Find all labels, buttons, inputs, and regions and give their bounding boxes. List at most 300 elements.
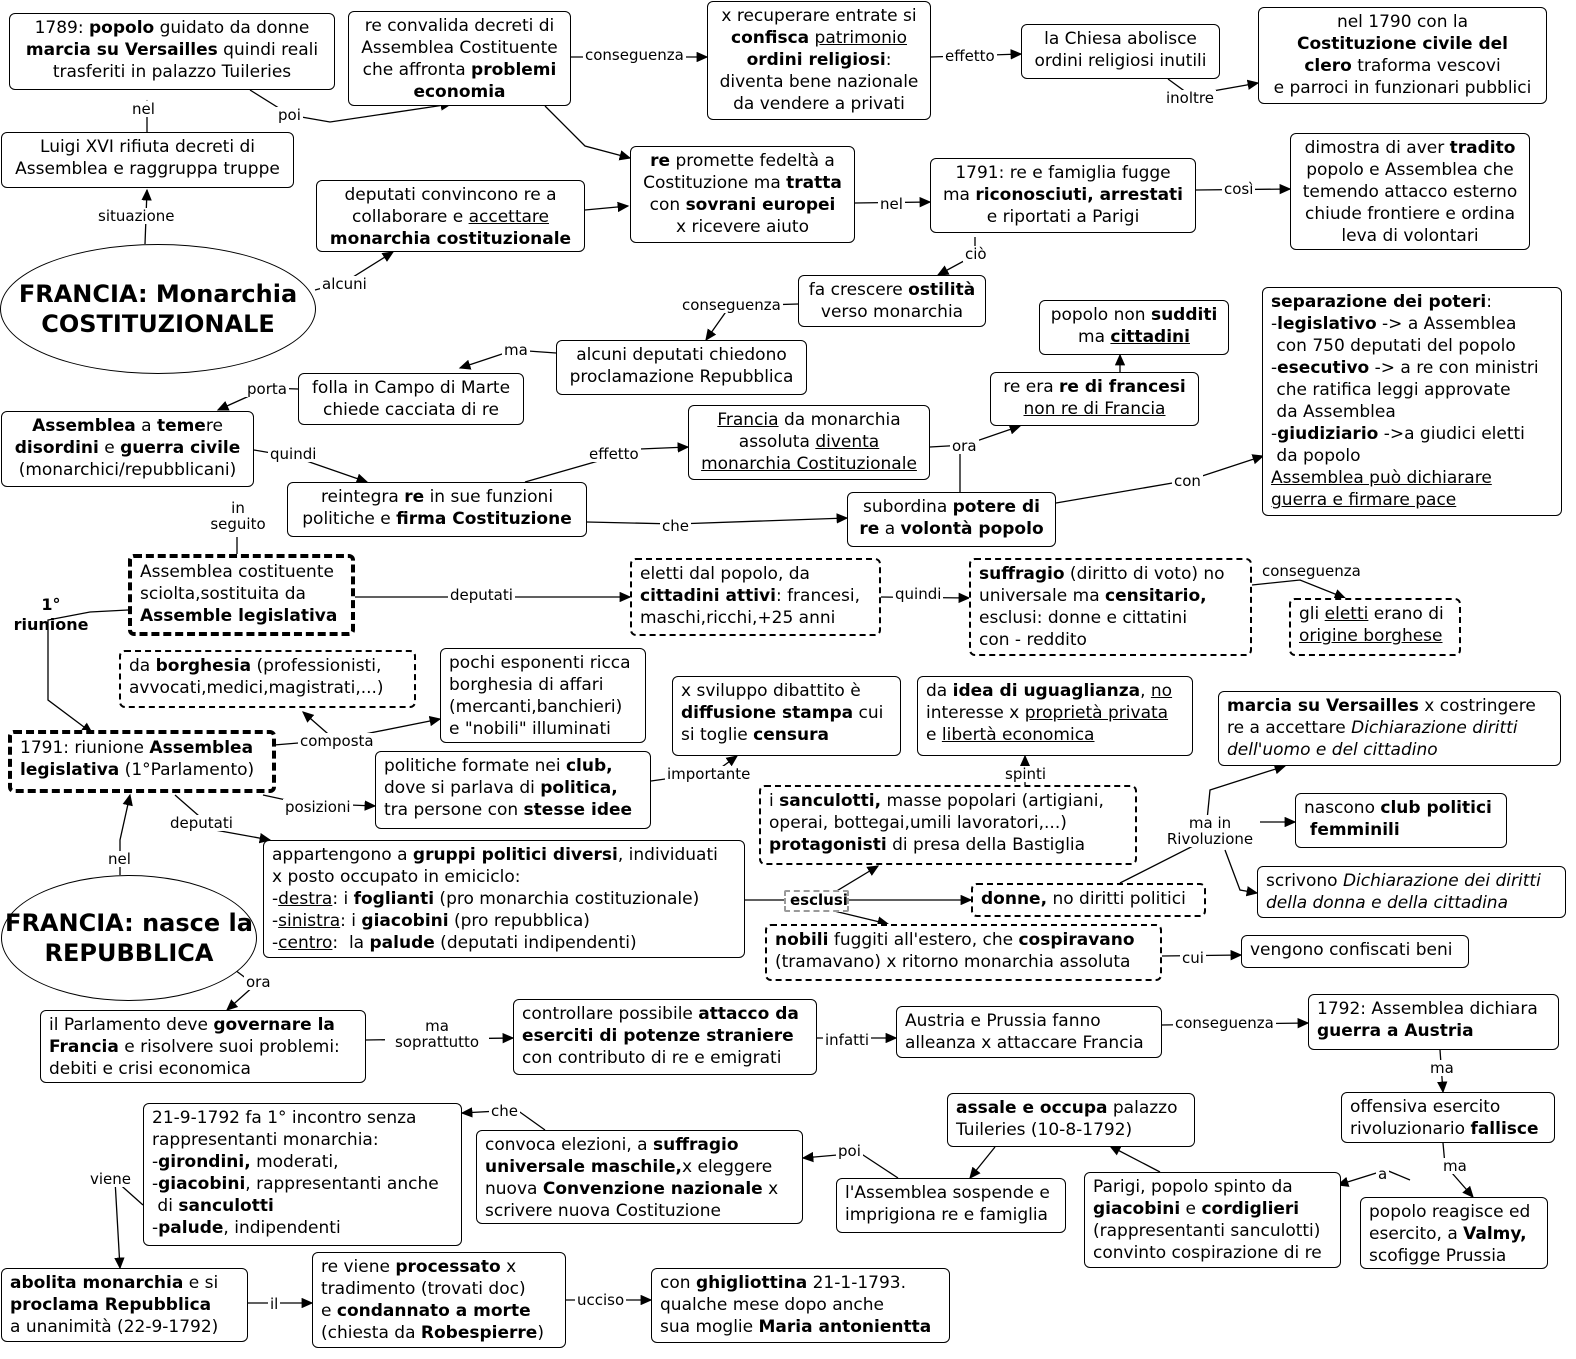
node-line	[979, 607, 1242, 629]
node-esclusi[interactable]	[784, 890, 849, 912]
node-repubblica-chiesta[interactable]	[556, 340, 807, 395]
text-segment: chiude frontiere e ordina	[1304, 204, 1516, 224]
node-line	[681, 702, 892, 724]
text-segment: re viene	[321, 1257, 396, 1277]
text-segment: trasferiti in palazzo Tuileries	[52, 62, 292, 82]
node-line	[716, 49, 922, 71]
node-line	[1093, 1198, 1332, 1220]
node-line	[1266, 892, 1557, 914]
node-line	[325, 184, 576, 206]
node-line	[522, 1003, 808, 1025]
text-segment: esercito, a	[1369, 1224, 1464, 1244]
text-segment: Parigi, popolo spinto da	[1093, 1177, 1293, 1197]
node-separazione[interactable]	[1262, 287, 1562, 516]
text-segment: attacco da	[698, 1004, 799, 1024]
node-line	[357, 37, 562, 59]
text-segment: marcia su Versailles	[1227, 696, 1419, 716]
label-inoltre: inoltre	[1166, 89, 1214, 107]
node-austria-prussia[interactable]	[896, 1006, 1162, 1058]
text-segment: ghigliottina	[695, 1273, 808, 1293]
text-segment: x ricevere aiuto	[676, 217, 809, 237]
label-ma-soprattutto: ma soprattutto	[385, 1018, 489, 1050]
text-segment: esclusi	[790, 891, 848, 909]
node-line	[681, 680, 892, 702]
node-clero[interactable]	[1258, 7, 1547, 104]
text-segment: tratta	[786, 173, 842, 193]
node-girondini[interactable]	[143, 1103, 462, 1246]
node-temere[interactable]	[1, 411, 254, 487]
node-legislativa[interactable]	[8, 730, 276, 793]
node-donne[interactable]	[971, 883, 1206, 917]
text-segment: Tuileries (10-8-1792)	[956, 1120, 1133, 1140]
text-segment: riconosciuti, arrestati	[975, 185, 1184, 205]
text-segment: : la	[332, 933, 370, 953]
text-segment: , rappresentanti anche	[245, 1174, 439, 1194]
text-segment: la Chiesa abolisce	[1044, 29, 1197, 49]
node-line	[1267, 33, 1538, 55]
label-composta: composta	[300, 732, 374, 750]
node-line	[1271, 379, 1553, 401]
text-segment: ordini religiosi inutili	[1034, 51, 1207, 71]
label-conseguenza-4: conseguenza	[1175, 1014, 1274, 1032]
node-line	[905, 1032, 1153, 1054]
label-cio: ciò	[965, 245, 987, 263]
label-ma-in-rivoluzione: ma in Rivoluzione	[1160, 815, 1260, 847]
text-segment: re a accettare	[1227, 718, 1352, 738]
text-segment: guerra a Austria	[1317, 1021, 1474, 1041]
node-esponenti[interactable]	[440, 648, 646, 743]
text-segment: politiche formate nei	[384, 756, 566, 776]
node-line	[10, 158, 285, 180]
node-line	[1304, 797, 1498, 819]
node-line	[640, 585, 871, 607]
text-segment: gli	[1299, 604, 1325, 624]
label-il: il	[270, 1295, 279, 1313]
node-attacco[interactable]	[513, 999, 817, 1075]
text-segment: borghesia di affari	[449, 675, 604, 695]
node-dichiarazione-donna[interactable]	[1257, 866, 1566, 918]
text-segment: e	[1180, 1199, 1202, 1219]
label-nel-3: nel	[108, 850, 131, 868]
text-segment: Assemblea costituente	[140, 562, 334, 582]
node-line	[856, 518, 1047, 540]
text-segment: da monarchia	[778, 410, 901, 430]
link-reintegra-subordina	[587, 518, 847, 524]
text-segment: club politici	[1380, 798, 1492, 818]
node-line	[1299, 625, 1451, 647]
text-segment: si toglie	[681, 725, 754, 745]
text-segment: convinto cospirazione di re	[1093, 1243, 1322, 1263]
text-segment: collaborare e	[352, 207, 469, 227]
text-segment: re	[650, 151, 671, 171]
node-line	[639, 150, 846, 172]
node-ostilita[interactable]	[798, 275, 986, 327]
text-segment: temendo attacco esterno	[1302, 182, 1518, 202]
text-segment: disordini	[14, 438, 99, 458]
text-segment: masse popolari (artigiani,	[881, 791, 1104, 811]
node-line	[272, 888, 736, 910]
text-segment: (chiesta da	[321, 1323, 421, 1343]
node-nobili[interactable]	[765, 924, 1162, 981]
node-line	[1271, 445, 1553, 467]
link-convalida-promette	[545, 106, 630, 158]
text-segment: , indipendenti	[223, 1218, 341, 1238]
node-line	[1271, 291, 1553, 313]
node-promette[interactable]	[630, 146, 855, 243]
node-line	[1271, 335, 1553, 357]
node-line	[640, 563, 871, 585]
text-segment: -	[1271, 424, 1278, 444]
text-segment: e	[321, 1301, 337, 1321]
link-tuileries-sospende	[970, 1147, 995, 1178]
text-segment: imprigiona re e famiglia	[845, 1205, 1048, 1225]
node-line	[716, 5, 922, 27]
text-segment: )	[537, 1323, 544, 1343]
text-segment: nobili	[775, 930, 829, 950]
node-stampa[interactable]	[672, 676, 901, 756]
text-segment: i	[769, 791, 780, 811]
node-line	[1317, 1020, 1550, 1042]
node-sospende[interactable]	[836, 1178, 1066, 1233]
text-segment: legislativo	[1277, 314, 1377, 334]
label-che-2: che	[491, 1102, 518, 1120]
node-subordina[interactable]	[847, 492, 1056, 547]
text-segment: scrivere nuova Costituzione	[485, 1201, 721, 1221]
node-line	[845, 1204, 1057, 1226]
text-segment: appartengono a	[272, 845, 413, 865]
label-ma-3: ma	[1443, 1157, 1467, 1175]
text-segment: 1791: riunione	[20, 738, 150, 758]
link-parigi-tuileries	[1110, 1146, 1160, 1172]
text-segment: abolita monarchia	[10, 1273, 184, 1293]
node-sanculotti[interactable]	[759, 785, 1137, 865]
text-segment: diventa bene nazionale	[719, 72, 919, 92]
label-prima-riunione: 1° riunione	[13, 595, 89, 634]
node-tuileries[interactable]	[947, 1093, 1195, 1147]
node-line	[485, 1156, 794, 1178]
text-segment: politiche e	[302, 509, 397, 529]
text-segment: di	[152, 1196, 179, 1216]
text-segment: idea di uguaglianza	[952, 681, 1141, 701]
text-segment: 1792: Assemblea dichiara	[1317, 999, 1538, 1019]
text-segment: deputati convincono re a	[344, 185, 557, 205]
text-segment: rappresentanti monarchia:	[152, 1130, 379, 1150]
text-segment: (rappresentanti sanculotti)	[1093, 1221, 1321, 1241]
label-quindi-2: quindi	[895, 585, 942, 603]
text-segment: re	[205, 416, 223, 436]
node-line	[790, 891, 848, 909]
node-line	[926, 702, 1184, 724]
text-segment: : i	[332, 889, 354, 909]
text-segment: suffragio	[979, 564, 1065, 584]
node-line	[639, 194, 846, 216]
text-segment: con	[649, 195, 686, 215]
node-line	[18, 17, 326, 39]
text-segment: da	[129, 656, 156, 676]
text-segment: l'Assemblea sospende e	[845, 1183, 1050, 1203]
node-eletti-popolo[interactable]	[630, 558, 881, 636]
node-francia-diventa[interactable]	[688, 405, 930, 480]
text-segment: ma	[942, 185, 976, 205]
node-line	[845, 1182, 1057, 1204]
text-segment: fallisce	[1470, 1119, 1539, 1139]
node-line	[716, 27, 922, 49]
node-line	[1317, 998, 1550, 1020]
node-re-francesi[interactable]	[990, 372, 1199, 426]
node-line	[1227, 695, 1552, 717]
text-segment: re di francesi	[1059, 377, 1186, 397]
node-beni[interactable]	[1241, 935, 1469, 968]
text-segment: -	[272, 889, 279, 909]
node-line	[296, 508, 578, 530]
text-segment: alleanza x attaccare Francia	[905, 1033, 1144, 1053]
text-segment: proprietà privata	[1024, 703, 1169, 723]
node-line	[1350, 1118, 1546, 1140]
node-line	[20, 759, 264, 781]
node-line	[449, 696, 637, 718]
text-segment: (1°Parlamento)	[119, 760, 255, 780]
label-conseguenza: conseguenza	[585, 46, 684, 64]
node-sciolta[interactable]	[128, 554, 355, 636]
text-segment: potere di	[952, 497, 1040, 517]
label-a: a	[1378, 1165, 1388, 1183]
label-alcuni: alcuni	[322, 275, 367, 293]
label-viene: viene	[90, 1170, 132, 1188]
node-recuperare[interactable]	[707, 1, 931, 120]
text-segment: tradimento (trovati doc)	[321, 1279, 526, 1299]
node-line	[1299, 603, 1451, 625]
text-segment: borghesia	[155, 656, 252, 676]
text-segment: ->a giudici eletti	[1378, 424, 1525, 444]
node-line	[979, 629, 1242, 651]
node-line	[979, 563, 1242, 585]
node-suffragio[interactable]	[969, 558, 1252, 656]
text-segment: processato	[395, 1257, 501, 1277]
node-line	[1227, 717, 1552, 739]
node-convalida[interactable]	[348, 11, 571, 106]
node-line	[384, 799, 642, 821]
text-segment: girondini,	[158, 1152, 251, 1172]
text-segment: a	[879, 519, 901, 539]
node-club[interactable]	[375, 751, 651, 829]
node-line	[939, 184, 1187, 206]
node-line	[357, 15, 562, 37]
node-parigi[interactable]	[1084, 1172, 1341, 1268]
text-segment: che ratifica leggi approvate	[1271, 380, 1511, 400]
label-con: con	[1174, 472, 1201, 490]
text-segment: economia	[413, 82, 506, 102]
text-segment: da	[926, 681, 953, 701]
text-segment: sua moglie	[660, 1317, 759, 1337]
text-segment: e riportati a Parigi	[986, 207, 1140, 227]
text-segment: club,	[565, 756, 613, 776]
node-line	[697, 409, 921, 431]
text-segment: avvocati,medici,magistrati,...)	[129, 678, 384, 698]
text-segment: il Parlamento deve	[49, 1015, 214, 1035]
node-line	[152, 1195, 453, 1217]
node-line	[775, 929, 1152, 951]
text-segment: quindi reali	[217, 40, 319, 60]
text-segment: legislativa	[20, 760, 120, 780]
text-segment: e risolvere suoi problemi:	[118, 1037, 340, 1057]
text-segment: guidato da donne	[154, 18, 310, 38]
node-governare[interactable]	[40, 1010, 366, 1083]
node-line	[1299, 203, 1521, 225]
text-segment: alcuni deputati chiedono	[576, 345, 787, 365]
text-segment: con - reddito	[979, 630, 1087, 650]
node-offensiva[interactable]	[1341, 1092, 1555, 1143]
text-segment: accettare	[468, 207, 549, 227]
node-line	[1299, 181, 1521, 203]
text-segment: popolo	[89, 18, 155, 38]
text-segment: e parroci in funzionari pubblici	[1273, 78, 1532, 98]
node-deputati-convincono[interactable]	[316, 180, 585, 252]
node-line	[357, 81, 562, 103]
text-segment: Assemble legislativa	[140, 606, 338, 626]
text-segment: ma	[1078, 327, 1111, 347]
node-cittadini[interactable]	[1039, 300, 1229, 355]
root-nasce-repubblica[interactable]: FRANCIA: nasce la REPUBBLICA	[1, 875, 257, 1001]
text-segment: da Assemblea	[1271, 402, 1396, 422]
text-segment: Robespierre	[420, 1323, 538, 1343]
text-segment: erano di	[1368, 604, 1444, 624]
text-segment: clero	[1304, 56, 1352, 76]
text-segment: operai, bottegai,umili lavoratori,...)	[769, 813, 1067, 833]
node-line	[522, 1025, 808, 1047]
node-line	[1299, 225, 1521, 247]
node-tradito[interactable]	[1290, 133, 1530, 250]
text-segment: verso monarchia	[820, 302, 964, 322]
root-monarchia-costituzionale[interactable]: FRANCIA: Monarchia COSTITUZIONALE	[0, 244, 316, 374]
text-segment: origine borghese	[1299, 626, 1443, 646]
node-line	[10, 415, 245, 437]
node-line	[1271, 357, 1553, 379]
node-line	[565, 344, 798, 366]
text-segment: debiti e crisi economica	[49, 1059, 251, 1079]
node-line	[1030, 50, 1211, 72]
text-segment: subordina	[863, 497, 953, 517]
node-line	[681, 724, 892, 746]
node-abolita[interactable]	[1, 1268, 248, 1342]
text-segment: no diritti politici	[1047, 889, 1186, 909]
text-segment: e	[98, 438, 121, 458]
text-segment: diffusione stampa	[681, 703, 854, 723]
node-line	[1267, 55, 1538, 77]
text-segment: marcia su Versailles	[25, 40, 218, 60]
node-line	[325, 228, 576, 250]
node-uguaglianza[interactable]	[917, 676, 1193, 756]
node-line	[18, 61, 326, 83]
node-reintegra[interactable]	[287, 482, 587, 537]
node-line	[10, 136, 285, 158]
text-segment: eletti dal popolo, da	[640, 564, 810, 584]
node-line	[939, 206, 1187, 228]
node-valmy[interactable]	[1360, 1197, 1548, 1269]
text-segment: e	[926, 725, 942, 745]
node-chiesa[interactable]	[1021, 24, 1220, 79]
link-esclusi-nobili	[830, 910, 888, 924]
text-segment: maschi,ricchi,+25 anni	[640, 608, 836, 628]
node-gruppi[interactable]	[263, 840, 745, 958]
link-girondini-abolita	[115, 1180, 143, 1268]
text-segment: centro	[278, 933, 333, 953]
text-segment: (pro repubblica)	[448, 911, 590, 931]
text-segment: vengono confiscati beni	[1250, 940, 1453, 960]
text-segment: guerra civile	[120, 438, 241, 458]
node-line	[1369, 1223, 1539, 1245]
text-segment: donne,	[981, 889, 1048, 909]
text-segment: giacobini	[361, 911, 449, 931]
text-segment: moderati,	[250, 1152, 339, 1172]
text-segment: sudditi	[1150, 305, 1218, 325]
text-segment: : francesi,	[775, 586, 861, 606]
node-elezioni[interactable]	[476, 1130, 803, 1224]
text-segment: confisca	[731, 28, 810, 48]
text-segment: patrimonio	[814, 28, 907, 48]
node-line	[639, 172, 846, 194]
node-line	[1350, 1096, 1546, 1118]
node-borghesia[interactable]	[119, 650, 416, 708]
node-luigi[interactable]	[1, 132, 294, 188]
text-segment: proclamazione Repubblica	[569, 367, 794, 387]
text-segment: -	[1271, 358, 1278, 378]
text-segment: no	[1150, 681, 1173, 701]
text-segment: Dichiarazione dei diritti	[1342, 871, 1541, 891]
node-guerra[interactable]	[1308, 994, 1559, 1050]
text-segment: x	[500, 1257, 517, 1277]
node-borghese[interactable]	[1289, 598, 1461, 656]
text-segment: con contributo di re e emigrati	[522, 1048, 782, 1068]
text-segment: (monarchici/repubblicani)	[18, 460, 237, 480]
node-line	[999, 376, 1190, 398]
text-segment: (professionisti,	[251, 656, 382, 676]
node-line	[10, 1272, 239, 1294]
node-line	[565, 366, 798, 388]
link-subordina-separazione	[1056, 456, 1263, 503]
node-club-femminili[interactable]	[1295, 793, 1507, 848]
node-fuga[interactable]	[930, 158, 1196, 233]
text-segment: (tramavano) x ritorno monarchia assoluta	[775, 952, 1131, 972]
node-line	[152, 1151, 453, 1173]
label-situazione: situazione	[98, 207, 175, 225]
text-segment: eletti	[1324, 604, 1369, 624]
text-segment: rivoluzionario	[1350, 1119, 1471, 1139]
node-campo-marte[interactable]	[298, 373, 524, 425]
text-segment: Austria e Prussia fanno	[905, 1011, 1101, 1031]
text-segment: teme	[156, 416, 206, 436]
text-segment: (diritto di voto) no	[1064, 564, 1225, 584]
node-line	[807, 279, 977, 301]
node-line	[152, 1173, 453, 1195]
node-line	[485, 1134, 794, 1156]
text-segment: reintegra	[320, 487, 405, 507]
node-line	[10, 1294, 239, 1316]
text-segment: stesse idee	[523, 800, 633, 820]
text-segment: suffragio	[652, 1135, 739, 1155]
node-ghigliottina[interactable]	[651, 1268, 950, 1343]
node-versailles[interactable]	[9, 13, 335, 90]
text-segment: -> a re con ministri	[1369, 358, 1539, 378]
node-line	[905, 1010, 1153, 1032]
text-segment: cospiravano	[1018, 930, 1135, 950]
text-segment: assale e occupa	[956, 1098, 1108, 1118]
node-marcia-versailles-2[interactable]	[1218, 691, 1561, 766]
node-processato[interactable]	[312, 1252, 566, 1348]
label-ora: ora	[952, 437, 977, 455]
text-segment: ordini religiosi	[746, 50, 886, 70]
text-segment: :	[885, 50, 892, 70]
node-line	[716, 71, 922, 93]
